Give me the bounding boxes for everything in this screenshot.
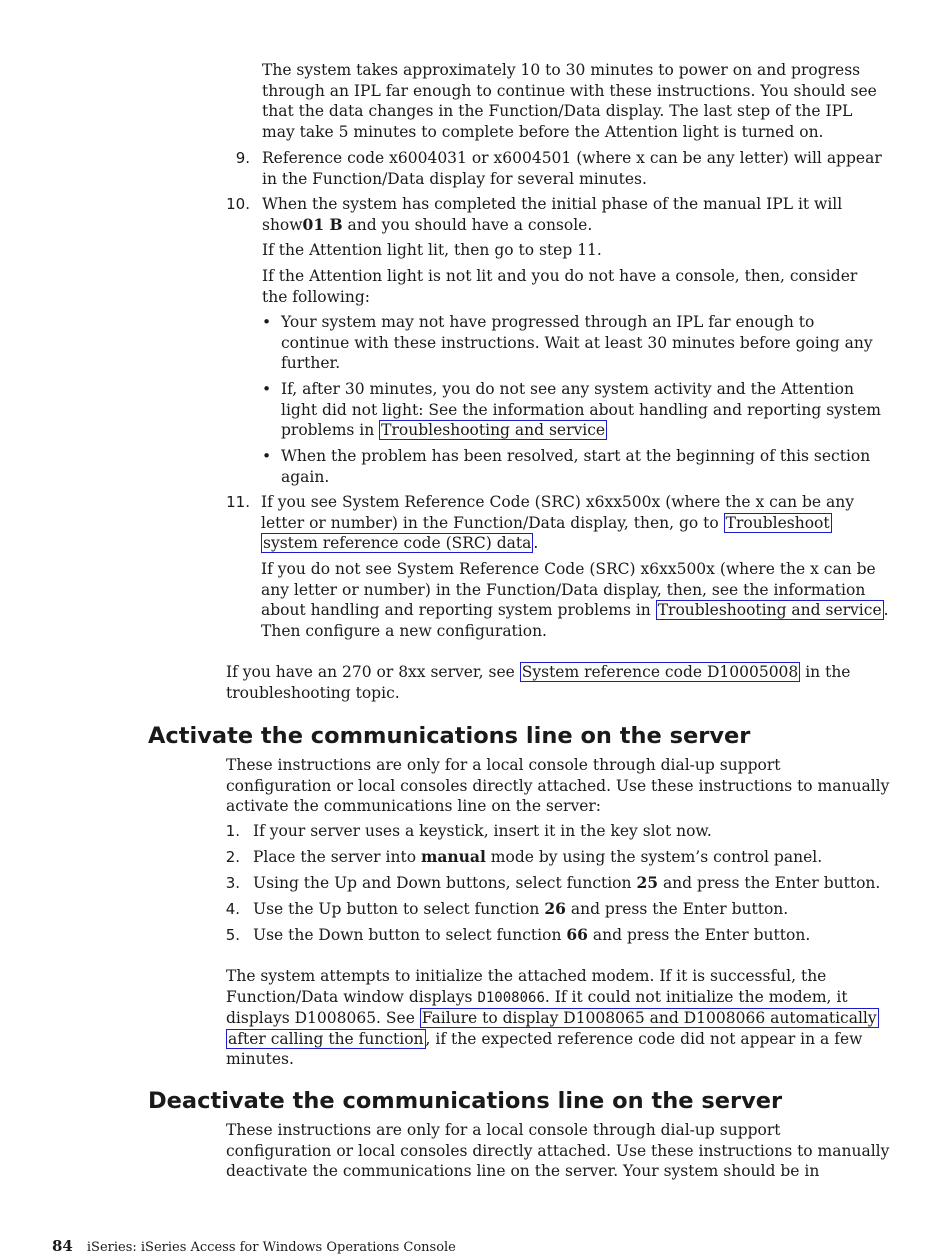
text-line: in the Function/Data display for several minutes. xyxy=(262,169,647,188)
text-line: If you do not see System Reference Code (SRC) x6xx500x (where the x can be xyxy=(261,560,876,578)
deactivate-intro xyxy=(226,1120,926,1182)
section-heading-deactivate: Deactivate the communications line on the server xyxy=(148,1088,783,1114)
step-number: 11. xyxy=(226,493,250,511)
activate-result-paragraph xyxy=(226,966,926,1070)
text-run: . xyxy=(883,601,889,620)
text-line xyxy=(226,1029,926,1050)
bullet-item xyxy=(281,379,921,441)
text-line xyxy=(253,873,933,894)
text-line xyxy=(253,899,933,920)
step-number: 2. xyxy=(225,848,240,866)
activate-step xyxy=(253,821,933,842)
text-run: Use the Down button to select function xyxy=(253,926,567,944)
server-note-paragraph xyxy=(226,662,926,703)
text-line: The system attempts to initialize the attached modem. If it is successful, the xyxy=(226,967,827,985)
bullet-icon: • xyxy=(262,380,272,398)
text-line: The system takes approximately 10 to 30 minutes to power on and progress xyxy=(262,61,861,79)
bold-term: 26 xyxy=(544,899,566,918)
step-10 xyxy=(262,194,912,235)
step-number: 5. xyxy=(225,926,240,944)
text-line: again. xyxy=(281,467,330,486)
text-line xyxy=(261,513,921,534)
text-line: activate the communications line on the server: xyxy=(226,797,602,816)
page-number: 84 xyxy=(52,1237,73,1255)
text-run: . If it could not initialize the modem, it xyxy=(544,987,848,1006)
failure-display-link-continued[interactable]: after calling the function xyxy=(228,1029,424,1048)
text-line: When the system has completed the initial phase of the manual IPL it will xyxy=(262,195,843,213)
text-run: , if the expected reference code did not appear in a few xyxy=(425,1029,863,1048)
text-line xyxy=(226,987,926,1009)
bullet-item xyxy=(281,446,921,487)
activate-step xyxy=(253,899,933,920)
text-line: deactivate the communications line on the server. Your system should be in xyxy=(226,1162,820,1181)
text-line: that the data changes in the Function/Data display. The last step of the IPL xyxy=(262,102,853,121)
reference-code: D1008066 xyxy=(477,989,545,1006)
src-d10005008-link[interactable]: System reference code D10005008 xyxy=(521,663,799,681)
text-line: may take 5 minutes to complete before the Attention light is turned on. xyxy=(262,122,824,141)
text-run: displays D1008065. See xyxy=(226,1009,420,1028)
text-line: Reference code x6004031 or x6004501 (where x can be any letter) will appear xyxy=(262,149,882,167)
text-line xyxy=(253,821,933,842)
text-line: troubleshooting topic. xyxy=(226,683,400,702)
step-11-paragraph-2 xyxy=(261,559,921,641)
troubleshoot-src-link[interactable]: Troubleshoot xyxy=(725,513,830,532)
text-line: These instructions are only for a local console through dial-up support xyxy=(226,1121,781,1139)
text-run: about handling and reporting system problems in xyxy=(261,601,656,620)
bullet-icon: • xyxy=(262,447,272,465)
step-11 xyxy=(261,492,921,554)
text-run: and press the Enter button. xyxy=(587,926,811,944)
text-line xyxy=(281,420,921,441)
text-line: continue with these instructions. Wait at least 30 minutes before going any xyxy=(281,333,873,352)
text-run: problems in xyxy=(281,421,380,440)
text-run: If you have an 270 or 8xx server, see xyxy=(226,663,520,681)
text-line xyxy=(226,1008,926,1029)
text-line xyxy=(253,847,933,868)
text-run: If your server uses a keystick, insert it in the key slot now. xyxy=(253,822,712,840)
activate-step xyxy=(253,847,933,868)
text-run: and press the Enter button. xyxy=(565,900,789,918)
text-line: These instructions are only for a local console through dial-up support xyxy=(226,756,781,774)
text-line: If the Attention light lit, then go to step 11. xyxy=(262,241,602,259)
bold-term: 25 xyxy=(636,873,659,892)
failure-display-link[interactable]: Failure to display D1008065 and D1008066 automatically xyxy=(421,1009,877,1028)
text-run: and you should have a console. xyxy=(342,215,593,234)
step-number: 1. xyxy=(225,822,240,840)
bullet-icon: • xyxy=(262,313,272,331)
attention-lit-paragraph xyxy=(262,240,912,261)
text-run: Place the server into xyxy=(253,848,421,866)
document-title: iSeries: iSeries Access for Windows Operations Console xyxy=(86,1240,456,1255)
troubleshoot-src-link-continued[interactable]: system reference code (SRC) data xyxy=(263,534,532,553)
text-run: . xyxy=(533,534,539,553)
intro-paragraph xyxy=(262,60,912,142)
text-line: through an IPL far enough to continue with these instructions. You should see xyxy=(262,81,877,100)
text-line: When the problem has been resolved, start at the beginning of this section xyxy=(281,447,871,465)
text-run: mode by using the system’s control panel. xyxy=(485,848,823,866)
text-line: minutes. xyxy=(226,1050,294,1069)
text-line: If the Attention light is not lit and you do not have a console, then, consider xyxy=(262,267,858,285)
bold-term: 66 xyxy=(566,925,588,944)
bold-code: 01 B xyxy=(302,214,343,234)
activate-intro xyxy=(226,755,926,817)
section-heading-activate: Activate the communications line on the server xyxy=(148,723,751,749)
page-footer xyxy=(52,1236,456,1259)
step-9 xyxy=(262,148,912,189)
text-line: configuration or local consoles directly attached. Use these instructions to manually xyxy=(226,776,890,795)
activate-step xyxy=(253,873,933,894)
text-line: the following: xyxy=(262,287,370,306)
step-number: 4. xyxy=(225,900,240,918)
bullet-item xyxy=(281,312,921,374)
text-run: in the xyxy=(800,663,851,681)
text-line xyxy=(226,662,926,683)
text-line: Then configure a new configuration. xyxy=(261,621,547,640)
text-line: Your system may not have progressed through an IPL far enough to xyxy=(281,313,815,331)
text-run: Use the Up button to select function xyxy=(253,900,545,918)
text-run: show xyxy=(262,215,303,234)
text-line xyxy=(262,215,912,236)
text-run: letter or number) in the Function/Data display, then, go to xyxy=(261,513,724,532)
text-line xyxy=(261,600,921,621)
troubleshooting-service-link[interactable]: Troubleshooting and service xyxy=(381,421,606,440)
step-number: 3. xyxy=(225,874,240,892)
troubleshooting-service-link[interactable]: Troubleshooting and service xyxy=(657,601,882,620)
text-run: and press the Enter button. xyxy=(658,874,881,892)
text-run: Function/Data window displays xyxy=(226,987,478,1006)
text-line: If, after 30 minutes, you do not see any system activity and the Attention xyxy=(281,380,854,398)
step-number: 10. xyxy=(226,195,250,213)
text-line: further. xyxy=(281,354,341,373)
bold-term: manual xyxy=(420,847,486,866)
text-line: light did not light: See the information about handling and reporting system xyxy=(281,400,881,419)
text-run: Using the Up and Down buttons, select function xyxy=(253,874,637,892)
text-line: If you see System Reference Code (SRC) x6xx500x (where the x can be any xyxy=(261,493,854,511)
step-number: 9. xyxy=(235,149,250,167)
text-line xyxy=(253,925,933,946)
activate-step xyxy=(253,925,933,946)
text-line xyxy=(261,533,921,554)
text-line: configuration or local consoles directly attached. Use these instructions to manually xyxy=(226,1141,890,1160)
attention-not-lit-paragraph xyxy=(262,266,912,307)
text-line: any letter or number) in the Function/Data display, then, see the information xyxy=(261,580,866,599)
